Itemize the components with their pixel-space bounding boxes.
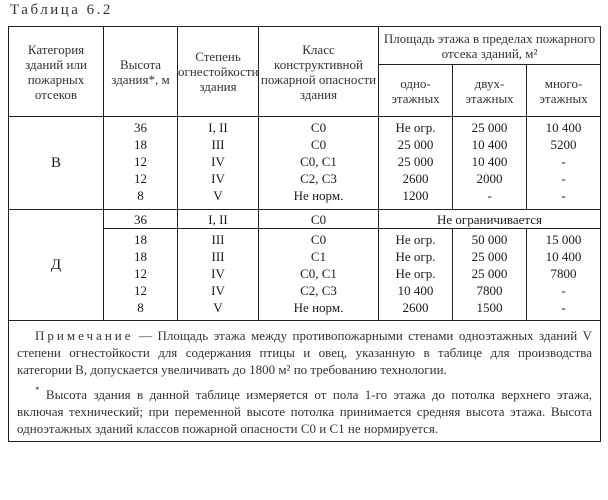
cell: III xyxy=(211,249,225,264)
cell: V xyxy=(213,300,223,315)
header-multi-storey: много-этажных xyxy=(527,65,601,117)
cell: 10 400 xyxy=(545,249,582,264)
cell: Не норм. xyxy=(293,188,344,203)
cell: 1500 xyxy=(476,300,503,315)
cell: I, II xyxy=(208,120,228,135)
cell: 12 xyxy=(134,171,147,186)
cell: 7800 xyxy=(550,266,577,281)
category-v: В xyxy=(9,117,104,210)
cell: Не огр. xyxy=(395,120,436,135)
cell: 10 400 xyxy=(471,154,508,169)
cell: С0, С1 xyxy=(300,154,337,169)
cell: - xyxy=(561,154,566,169)
category-d: Д xyxy=(9,210,104,321)
multi-storey-list xyxy=(527,117,601,210)
cell: 8 xyxy=(137,300,144,315)
cell: 25 000 xyxy=(471,120,508,135)
cell: - xyxy=(561,300,566,315)
notes-cell xyxy=(9,321,601,442)
cell: С0 xyxy=(310,137,327,152)
class-list xyxy=(259,229,379,321)
cell: 7800 xyxy=(476,283,503,298)
cell: 12 xyxy=(134,283,147,298)
cell: 25 000 xyxy=(471,266,508,281)
header-category: Категория зданий или пожарных отсеков xyxy=(9,27,104,117)
cell: 1200 xyxy=(402,188,429,203)
cell: 15 000 xyxy=(545,232,582,247)
cell: 8 xyxy=(137,188,144,203)
cell: 18 xyxy=(134,249,147,264)
cell: С0 xyxy=(259,210,379,229)
cell: 50 000 xyxy=(471,232,508,247)
cell: III xyxy=(211,137,225,152)
footnote-paragraph xyxy=(17,386,592,437)
class-list xyxy=(259,117,379,210)
group-v-row xyxy=(9,117,601,210)
cell: 25 000 xyxy=(397,154,434,169)
cell: С2, С3 xyxy=(300,171,337,186)
cell: 25 000 xyxy=(397,137,434,152)
cell: Не норм. xyxy=(293,300,344,315)
footnote-text: Высота здания в данной таблице измеряется от пола 1-го этажа до потолка верхнего этажа, включая технический; при переменной высоте потолка принимается средняя высота этажа. Высота одноэтажных зданий классов пожарной опасности С0 и С1 не нормируется. xyxy=(17,387,593,436)
group-d-first-row xyxy=(9,210,601,229)
cell: I, II xyxy=(178,210,259,229)
cell: IV xyxy=(211,266,225,281)
multi-storey-list xyxy=(527,229,601,321)
note-label: Примечание xyxy=(35,328,134,343)
cell: 12 xyxy=(134,266,147,281)
header-row-1 xyxy=(9,27,601,65)
height-list xyxy=(104,229,178,321)
cell: - xyxy=(561,283,566,298)
cell: 25 000 xyxy=(471,249,508,264)
header-floor-area: Площадь этажа в пределах пожарного отсека зданий, м² xyxy=(379,27,601,65)
cell: Не огр. xyxy=(395,266,436,281)
cell: С2, С3 xyxy=(300,283,337,298)
table-caption: Таблица 6.2 xyxy=(10,2,113,18)
notes-row xyxy=(9,321,601,442)
height-list xyxy=(104,117,178,210)
header-one-storey: одно-этажных xyxy=(379,65,453,117)
cell: 2000 xyxy=(476,171,503,186)
cell: С0 xyxy=(310,120,327,135)
cell: С0 xyxy=(310,232,327,247)
unlimited-area: Не ограничивается xyxy=(379,210,601,229)
cell: 36 xyxy=(134,120,147,135)
header-construction-class: Класс конструктивной пожарной опасности здания xyxy=(259,27,379,117)
cell: IV xyxy=(211,171,225,186)
cell: 10 400 xyxy=(545,120,582,135)
cell: 36 xyxy=(104,210,178,229)
note-paragraph xyxy=(17,327,592,378)
cell: 18 xyxy=(134,137,147,152)
header-height: Высота здания*, м xyxy=(104,27,178,117)
cell: Не огр. xyxy=(395,249,436,264)
cell: 12 xyxy=(134,154,147,169)
cell: 10 400 xyxy=(471,137,508,152)
cell: 5200 xyxy=(550,137,577,152)
header-two-storey: двух-этажных xyxy=(453,65,527,117)
cell: С0, С1 xyxy=(300,266,337,281)
note-text: — Площадь этажа между противопожарными стенами одноэтажных зданий V степени огнестойкости для содержания птицы и овец, указанную в таблице для производства категории В, допускается увеличивать до 1800 м² по требованию технологии. xyxy=(17,328,593,377)
two-storey-list xyxy=(453,117,527,210)
cell: V xyxy=(213,188,223,203)
cell: - xyxy=(487,188,492,203)
header-fire-resistance: Степень огнестойкости здания xyxy=(178,27,259,117)
cell: С1 xyxy=(310,249,327,264)
cell: IV xyxy=(211,154,225,169)
cell: - xyxy=(561,171,566,186)
one-storey-list xyxy=(379,229,453,321)
footnote-mark: * xyxy=(35,385,40,395)
cell: - xyxy=(561,188,566,203)
two-storey-list xyxy=(453,229,527,321)
cell: 2600 xyxy=(402,300,429,315)
cell: III xyxy=(211,232,225,247)
cell: 18 xyxy=(134,232,147,247)
one-storey-list xyxy=(379,117,453,210)
degree-list xyxy=(178,229,259,321)
degree-list xyxy=(178,117,259,210)
cell: 2600 xyxy=(402,171,429,186)
cell: IV xyxy=(211,283,225,298)
cell: Не огр. xyxy=(395,232,436,247)
fire-area-table xyxy=(8,26,601,442)
cell: 10 400 xyxy=(397,283,434,298)
